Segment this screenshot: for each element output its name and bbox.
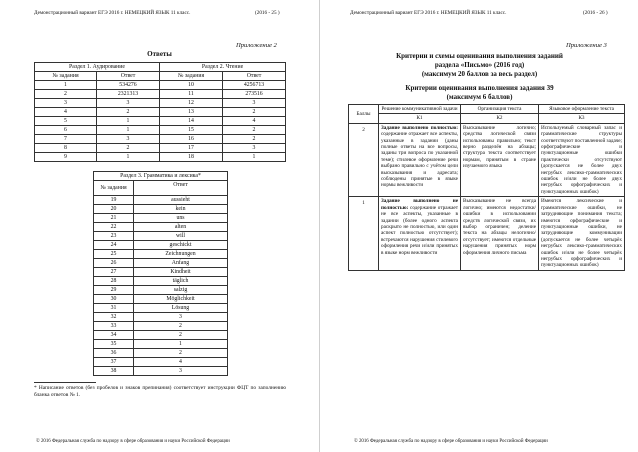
page-footer: © 2016 Федеральная служба по надзору в сфере образования и науки Российской Федерации [36, 439, 230, 444]
answers-table-listening-reading [34, 62, 286, 162]
reading-task-number: 11 [160, 90, 223, 99]
grammar-task-number: 22 [94, 223, 134, 232]
grammar-task-number: 24 [94, 241, 134, 250]
k2-description: Высказывание логично; средства логической связи использованы правильно; текст верно разделён на абзацы; структура текста соответствует нормам, принятым в стране изучаемого языка [461, 123, 539, 196]
criteria-row [349, 123, 625, 196]
listening-task-number: 8 [35, 144, 97, 153]
k1-verdict: Задание выполнено не полностью: [381, 198, 458, 211]
grammar-answer: geschickt [134, 241, 228, 250]
reading-task-number: 16 [160, 135, 223, 144]
criterion-code-k1: К1 [379, 114, 461, 123]
listening-task-number: 7 [35, 135, 97, 144]
grammar-task-number: 26 [94, 259, 134, 268]
table-row [35, 135, 286, 144]
column-header-answer: Ответ [97, 72, 160, 81]
table-row [94, 367, 228, 376]
criteria-title-line-2: раздела «Письмо» (2016 год) [434, 61, 525, 69]
reading-task-number: 14 [160, 117, 223, 126]
listening-answer: 2321313 [97, 90, 160, 99]
grammar-task-number: 23 [94, 232, 134, 241]
section-header-listening: Раздел 1. Аудирование [35, 63, 160, 72]
table-row [94, 277, 228, 286]
grammar-answer: salzig [134, 286, 228, 295]
grammar-answer: 3 [134, 367, 228, 376]
k1-detail: содержание отражает не все аспекты, указанные в задании (более одного аспекта раскрыто не полностью, или один аспект полностью отсутствует); встречаются нарушения стилевого оформления речи и/или принятых в языке норм вежливости [381, 204, 458, 256]
appendix-label: Приложение 2 [236, 42, 277, 49]
grammar-answer: 2 [134, 322, 228, 331]
table-row [94, 295, 228, 304]
grammar-answer: 2 [134, 349, 228, 358]
page-header-title: Демонстрационный вариант ЕГЭ 2016 г. НЕМЕЦКИЙ ЯЗЫК 11 класс. [350, 10, 507, 16]
table-row [35, 153, 286, 162]
listening-task-number: 3 [35, 99, 97, 108]
grammar-task-number: 31 [94, 304, 134, 313]
table-row [94, 286, 228, 295]
table-row [94, 205, 228, 214]
page-header-title: Демонстрационный вариант ЕГЭ 2016 г. НЕМЕЦКИЙ ЯЗЫК 11 класс. [34, 10, 191, 16]
table-row [94, 349, 228, 358]
table-row [35, 81, 286, 90]
listening-task-number: 6 [35, 126, 97, 135]
table-row [94, 250, 228, 259]
criteria-table [348, 104, 625, 271]
reading-task-number: 18 [160, 153, 223, 162]
reading-task-number: 10 [160, 81, 223, 90]
table-row [94, 268, 228, 277]
criteria-subtitle-line-2: (максимум 6 баллов) [446, 93, 513, 101]
k1-description [379, 123, 461, 196]
grammar-task-number: 25 [94, 250, 134, 259]
listening-answer: 3 [97, 99, 160, 108]
criteria-row [349, 197, 625, 270]
k3-description: Используемый словарный запас и грамматические структуры соответствуют поставленной задаче; орфографические и пунктуационные ошибки практически отсутствуют (допускается не более двух негрубых лексико-грамматических ошибок и/или не более двух негрубых орфографических и пунктуационных ошибок) [539, 123, 625, 196]
right-page [319, 0, 638, 452]
listening-answer: 2 [97, 108, 160, 117]
criterion-code-k2: К2 [461, 114, 539, 123]
grammar-task-number: 20 [94, 205, 134, 214]
column-header-k1: Решение коммуникативной задачи [379, 105, 461, 114]
listening-answer: 1 [97, 126, 160, 135]
table-row [35, 90, 286, 99]
grammar-answer: Zeichnungen [134, 250, 228, 259]
column-header-answer: Ответ [134, 181, 228, 196]
grammar-answer: 2 [134, 331, 228, 340]
criteria-subtitle-line-1: Критерии оценивания выполнения задания 39 [405, 84, 554, 92]
grammar-answer: täglich [134, 277, 228, 286]
grammar-task-number: 21 [94, 214, 134, 223]
page-title: Ответы [147, 50, 172, 58]
listening-task-number: 9 [35, 153, 97, 162]
reading-answer: 4256713 [223, 81, 286, 90]
listening-task-number: 5 [35, 117, 97, 126]
table-row [94, 313, 228, 322]
grammar-answer: 3 [134, 313, 228, 322]
reading-answer: 2 [223, 135, 286, 144]
table-row [35, 126, 286, 135]
listening-answer: 1 [97, 117, 160, 126]
k2-description: Высказывание не всегда логично; имеются недостатки/ошибки в использовании средств логической связи, их выбор ограничен; деление текста на абзацы нелогично/отсутствует; имеются отдельные нарушения принятых норм оформления личного письма [461, 197, 539, 270]
table-row [94, 304, 228, 313]
listening-answer: 1 [97, 153, 160, 162]
grammar-answer: Lösung [134, 304, 228, 313]
page-header-number: (2016 - 26 ) [583, 10, 608, 16]
column-header-task: № задания [160, 72, 223, 81]
column-header-task: № задания [35, 72, 97, 81]
reading-answer: 2 [223, 126, 286, 135]
table-row [94, 241, 228, 250]
grammar-task-number: 38 [94, 367, 134, 376]
grammar-task-number: 29 [94, 286, 134, 295]
column-header-task: № задания [94, 181, 134, 196]
listening-task-number: 1 [35, 81, 97, 90]
listening-answer: 3 [97, 135, 160, 144]
grammar-answer: uns [134, 214, 228, 223]
reading-answer: 4 [223, 117, 286, 126]
grammar-task-number: 28 [94, 277, 134, 286]
grammar-answer: will [134, 232, 228, 241]
listening-answer: 2 [97, 144, 160, 153]
listening-task-number: 2 [35, 90, 97, 99]
reading-task-number: 15 [160, 126, 223, 135]
grammar-answer: Kindheit [134, 268, 228, 277]
table-row [94, 232, 228, 241]
reading-answer: 3 [223, 99, 286, 108]
grammar-task-number: 33 [94, 322, 134, 331]
section-header-grammar: Раздел 3. Грамматика и лексика* [94, 172, 228, 181]
page-footer: © 2016 Федеральная служба по надзору в сфере образования и науки Российской Федерации [354, 439, 548, 444]
grammar-answer: 1 [134, 340, 228, 349]
footnote-text: * Написание ответов (без пробелов и знаков препинания) соответствует инструкции ФЦТ по заполнению бланка ответов № 1. [34, 385, 286, 399]
reading-task-number: 17 [160, 144, 223, 153]
table-row [94, 358, 228, 367]
table-row [35, 99, 286, 108]
page-header-number: (2016 - 25 ) [255, 10, 280, 16]
reading-answer: 1 [223, 153, 286, 162]
grammar-task-number: 32 [94, 313, 134, 322]
k1-verdict: Задание выполнено полностью: [381, 124, 458, 131]
table-row [94, 214, 228, 223]
table-row [35, 108, 286, 117]
table-row [94, 259, 228, 268]
appendix-label: Приложение 3 [566, 42, 607, 49]
table-row [94, 331, 228, 340]
criteria-title-line-1: Критерии и схемы оценивания выполнения заданий [396, 52, 563, 60]
grammar-task-number: 37 [94, 358, 134, 367]
k3-description: Имеются лексические и грамматические ошибки, не затрудняющие понимания текста; имеются орфографические и пунктуационные ошибки, не затрудняющие коммуникации (допускается не более четырёх негрубых лексико-грамматических ошибок и/или не более четырёх негрубых орфографических и пунктуационных ошибок) [539, 197, 625, 270]
reading-answer: 273516 [223, 90, 286, 99]
grammar-task-number: 19 [94, 196, 134, 205]
section-header-reading: Раздел 2. Чтение [160, 63, 286, 72]
reading-answer: 2 [223, 108, 286, 117]
column-header-k2: Организация текста [461, 105, 539, 114]
column-header-k3: Языковое оформление текста [539, 105, 625, 114]
grammar-answer: Möglichkeit [134, 295, 228, 304]
answers-table-grammar [93, 171, 228, 376]
column-header-points: Баллы [349, 105, 379, 124]
reading-task-number: 13 [160, 108, 223, 117]
grammar-task-number: 30 [94, 295, 134, 304]
grammar-answer: Anfang [134, 259, 228, 268]
criterion-code-k3: К3 [539, 114, 625, 123]
listening-answer: 534276 [97, 81, 160, 90]
footnote-divider [34, 382, 96, 383]
table-row [94, 196, 228, 205]
grammar-task-number: 27 [94, 268, 134, 277]
listening-task-number: 4 [35, 108, 97, 117]
table-row [94, 340, 228, 349]
grammar-answer: 4 [134, 358, 228, 367]
grammar-task-number: 35 [94, 340, 134, 349]
column-header-answer: Ответ [223, 72, 286, 81]
table-row [94, 322, 228, 331]
criteria-title-line-3: (максимум 20 баллов за весь раздел) [421, 70, 538, 78]
reading-answer: 3 [223, 144, 286, 153]
row-points: 1 [349, 197, 379, 270]
grammar-answer: kein [134, 205, 228, 214]
reading-task-number: 12 [160, 99, 223, 108]
table-row [94, 223, 228, 232]
grammar-task-number: 34 [94, 331, 134, 340]
grammar-answer: alten [134, 223, 228, 232]
table-row [35, 117, 286, 126]
table-row [35, 144, 286, 153]
k1-detail: содержание отражает все аспекты, указанные в задании (даны полные ответы на все вопросы, заданы три вопроса по указанной теме); стилевое оформление речи выбрано правильно с учётом цели высказывания и адресата; соблюдены принятые в языке нормы вежливости [381, 131, 458, 189]
k1-description [379, 197, 461, 270]
grammar-task-number: 36 [94, 349, 134, 358]
row-points: 2 [349, 123, 379, 196]
grammar-answer: aussieht [134, 196, 228, 205]
